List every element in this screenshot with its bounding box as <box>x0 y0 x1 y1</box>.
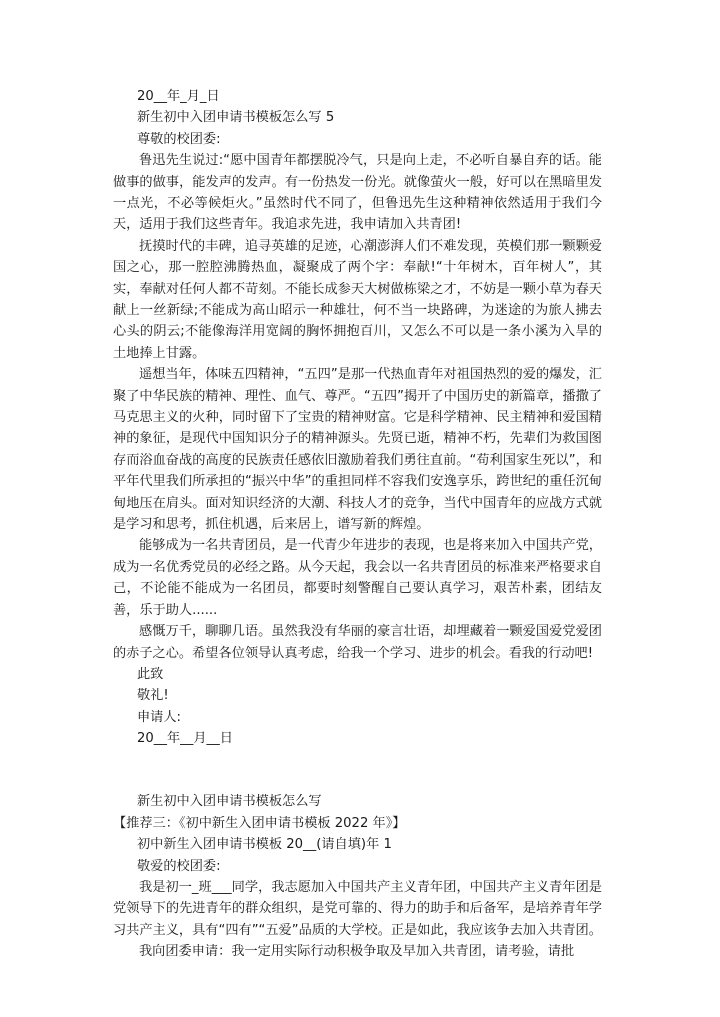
paragraph-2: 抚摸时代的丰碑，追寻英雄的足迹，心潮澎湃人们不难发现，英模们那一颗颗爱国之心，那一腔腔沸腾热血，凝聚成了两个字：奉献!“十年树木，百年树人”，其实，奉献对任何人都不苛刻。不能长成参天大树做栋梁之才，不妨是一颗小草为春天献上一丝新绿;不能成为高山昭示一种雄壮，何不当一块路碑，为迷途的为旅人拂去心头的阴云;不能像海洋用宽阔的胸怀拥抱百川，又怎么不可以是一条小溪为入旱的土地捧上甘露。 <box>113 238 602 361</box>
recommend-line: 【推荐三：《初中新生入团申请书模板 2022 年》】 <box>113 815 406 831</box>
section2-salutation: 敬爱的校团委: <box>137 858 221 874</box>
paragraph-3: 遥想当年，体味五四精神，“五四”是那一代热血青年对祖国热烈的爱的爆发，汇聚了中华民族的精神、理性、血气、尊严。“五四”揭开了中国历史的新篇章，播撒了马克思主义的火种，同时留下了宝贵的精神财富。它是科学精神、民主精神和爱国精神的象征，是现代中国知识分子的精神源头。先贤已逝，精神不朽，先辈们为救国图存而浴血奋战的高度的民族责任感依旧激励着我们勇往直前。“苟利国家生死以”，和平年代里我们所承担的“振兴中华”的重担同样不容我们安逸享乐，跨世纪的重任沉甸甸地压在肩头。面对知识经济的大潮、科技人才的竞争，当代中国青年的应战方式就是学习和思考，抓住机遇，后来居上，谱写新的辉煌。 <box>113 367 602 533</box>
paragraph-5: 感慨万千，聊聊几语。虽然我没有华丽的豪言壮语，却埋藏着一颗爱国爱党爱团的赤子之心。希望各位领导认真考虑，给我一个学习、进步的机会。看我的行动吧! <box>113 624 602 661</box>
section2-paragraph-2: 我向团委申请：我一定用实际行动积极争取及早加入共青团，请考验，请批 <box>139 944 575 960</box>
salutation: 尊敬的校团委: <box>137 131 221 147</box>
section2-paragraph-1: 我是初一_班___同学，我志愿加入中国共产主义青年团，中国共产主义青年团是党领导下的先进青年的群众组织，是党可靠的、得力的助手和后备军，是培养青年学习共产主义，具有“四有”“五爱”品质的大学校。正是如此，我应该争去加入共青团。 <box>113 880 602 938</box>
section2-title: 新生初中入团申请书模板怎么写 <box>137 794 322 810</box>
section-2 <box>113 791 602 962</box>
date-end: 20__年__月__日 <box>137 731 233 747</box>
applicant-label: 申请人: <box>137 709 182 725</box>
date-line: 20__年_月_日 <box>137 89 220 104</box>
closing-1: 此致 <box>137 666 164 682</box>
closing-2: 敬礼! <box>137 688 169 704</box>
paragraph-1: 鲁迅先生说过:“愿中国青年都摆脱冷气，只是向上走，不必听自暴自弃的话。能做事的做事，能发声的发声。有一份热发一份光。就像萤火一般，好可以在黑暗里发一点光，不必等候炬火。”虽然时代不同了，但鲁迅先生这种精神依然适用于我们今天，适用于我们这些青年。我追求先进，我申请加入共青团! <box>113 153 602 233</box>
section2-subtitle: 初中新生入团申请书模板 20__(请自填)年 1 <box>137 837 392 853</box>
paragraph-4: 能够成为一名共青团员，是一代青少年进步的表现，也是将来加入中国共产党，成为一名优秀党员的必经之路。从今天起，我会以一名共青团员的标准来严格要求自己，不论能不能成为一名团员，都要时刻警醒自己要认真学习，艰苦朴素，团结友善，乐于助人...... <box>113 538 602 618</box>
letter-title: 新生初中入团申请书模板怎么写 5 <box>137 110 335 126</box>
